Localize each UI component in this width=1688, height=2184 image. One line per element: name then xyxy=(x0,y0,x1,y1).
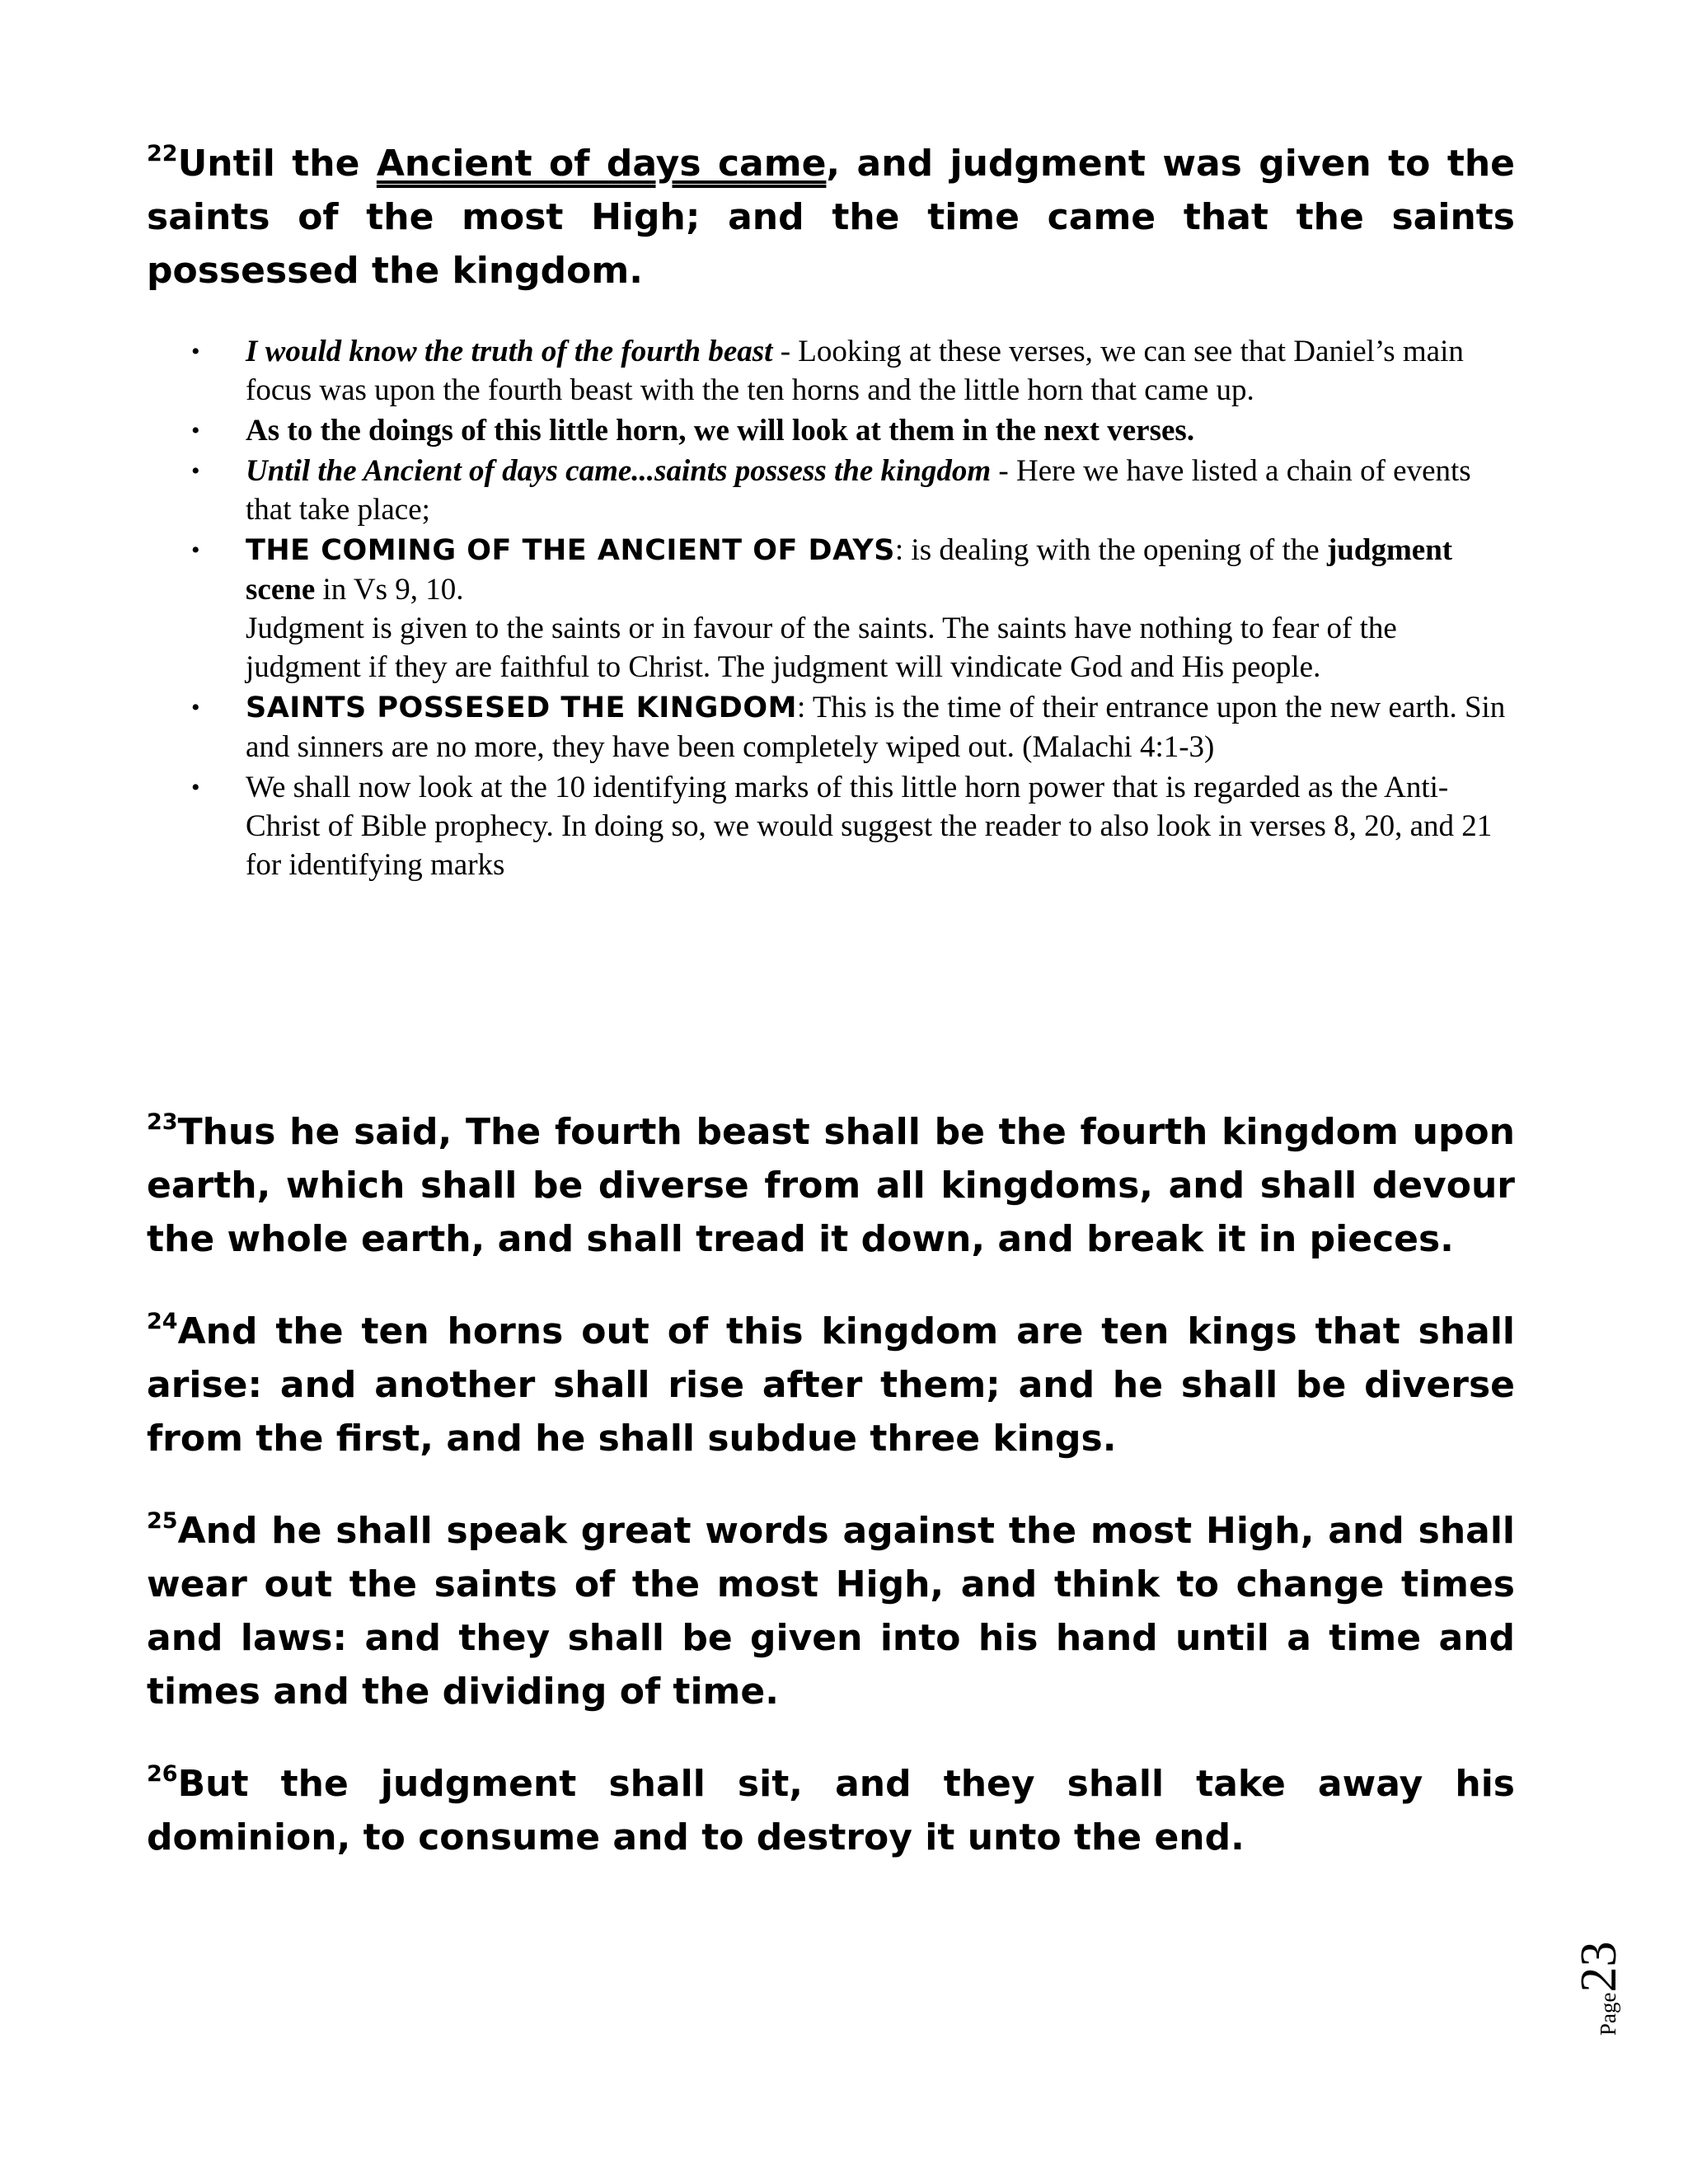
bullet-icon: • xyxy=(191,537,200,564)
bullet-heading: SAINTS POSSESED THE KINGDOM xyxy=(246,691,797,724)
bullet-icon: • xyxy=(191,457,200,485)
bullet-icon: • xyxy=(191,774,200,801)
list-item xyxy=(191,411,1510,450)
bullet-text: : is dealing with the opening of the xyxy=(894,533,1327,567)
bullet-icon: • xyxy=(191,417,200,444)
verse-text: Thus he said, The fourth beast shall be the fourth kingdom upon earth, which shall be diverse from all kingdoms, and shall devour the whole earth, and shall tread it down, and break it in pieces. xyxy=(147,1111,1515,1260)
bullet-icon: • xyxy=(191,694,200,721)
verse-26 xyxy=(147,1757,1515,1864)
bullet-extra-text: Judgment is given to the saints or in favour of the saints. The saints have nothing to fear of the judgment if they are faithful to Christ. The judgment will vindicate God and His people. xyxy=(246,612,1397,684)
verse-text-start: Until the xyxy=(177,143,377,185)
bullet-lead: Until the Ancient of days came...saints possess the kingdom xyxy=(246,454,992,488)
page-number xyxy=(1570,1896,1627,2036)
verse-number: 23 xyxy=(147,1109,178,1135)
verse-number: 24 xyxy=(147,1309,178,1334)
verse-22 xyxy=(147,137,1515,298)
list-item xyxy=(191,332,1510,410)
page-number-value: 23 xyxy=(1571,1941,1627,1993)
verse-25 xyxy=(147,1504,1515,1718)
list-item xyxy=(191,452,1510,529)
underlined-phrase: Ancient of days came xyxy=(376,143,827,185)
list-item xyxy=(191,768,1510,884)
list-item xyxy=(191,688,1510,766)
bullet-lead: I would know the truth of the fourth beast xyxy=(246,335,773,368)
bullet-text: As to the doings of this little horn, we will look at them in the next verses. xyxy=(246,414,1195,448)
bullet-text: - Looking at these verses, we can see that Daniel’s main focus was upon the fourth beast with the ten horns and the little horn that came up. xyxy=(246,335,1464,407)
verse-text: And the ten horns out of this kingdom are ten kings that shall arise: and another shall rise after them; and he shall be diverse from the first, and he shall subdue three kings. xyxy=(147,1310,1515,1460)
bullet-text: - Here we have listed a chain of events that take place; xyxy=(246,454,1471,527)
bullet-text: in Vs 9, 10. xyxy=(315,573,464,607)
bullet-heading: THE COMING OF THE ANCIENT OF DAYS xyxy=(246,534,895,567)
verse-text-end: , and judgment was given to the saints of the most High; and the time came that the saints possessed the kingdom. xyxy=(147,143,1516,292)
verse-number: 22 xyxy=(147,141,178,166)
list-item xyxy=(191,531,1510,687)
verse-24 xyxy=(147,1305,1515,1465)
verse-number: 26 xyxy=(147,1761,178,1787)
bullet-text: : This is the time of their entrance upon the new earth. Sin and sinners are no more, they have been completely wiped out. (Malachi 4:1-3) xyxy=(246,691,1506,764)
bullet-text: We shall now look at the 10 identifying marks of this little horn power that is regarded as the Anti-Christ of Bible prophecy. In doing so, we would suggest the reader to also look in verses 8, 20, and 21 for identifying marks xyxy=(246,771,1493,882)
verse-text: And he shall speak great words against the most High, and shall wear out the saints of the most High, and think to change times and laws: and they shall be given into his hand until a time and times and the dividing of time. xyxy=(147,1510,1515,1713)
verse-number: 25 xyxy=(147,1508,178,1534)
page-label: Page xyxy=(1596,1992,1620,2036)
verse-23 xyxy=(147,1105,1515,1266)
bullet-icon: • xyxy=(191,338,200,365)
commentary-list xyxy=(191,332,1510,886)
bullet-bold-text: judgment scene xyxy=(246,533,1453,607)
verse-text: But the judgment shall sit, and they shall take away his dominion, to consume and to destroy it unto the end. xyxy=(147,1763,1515,1858)
